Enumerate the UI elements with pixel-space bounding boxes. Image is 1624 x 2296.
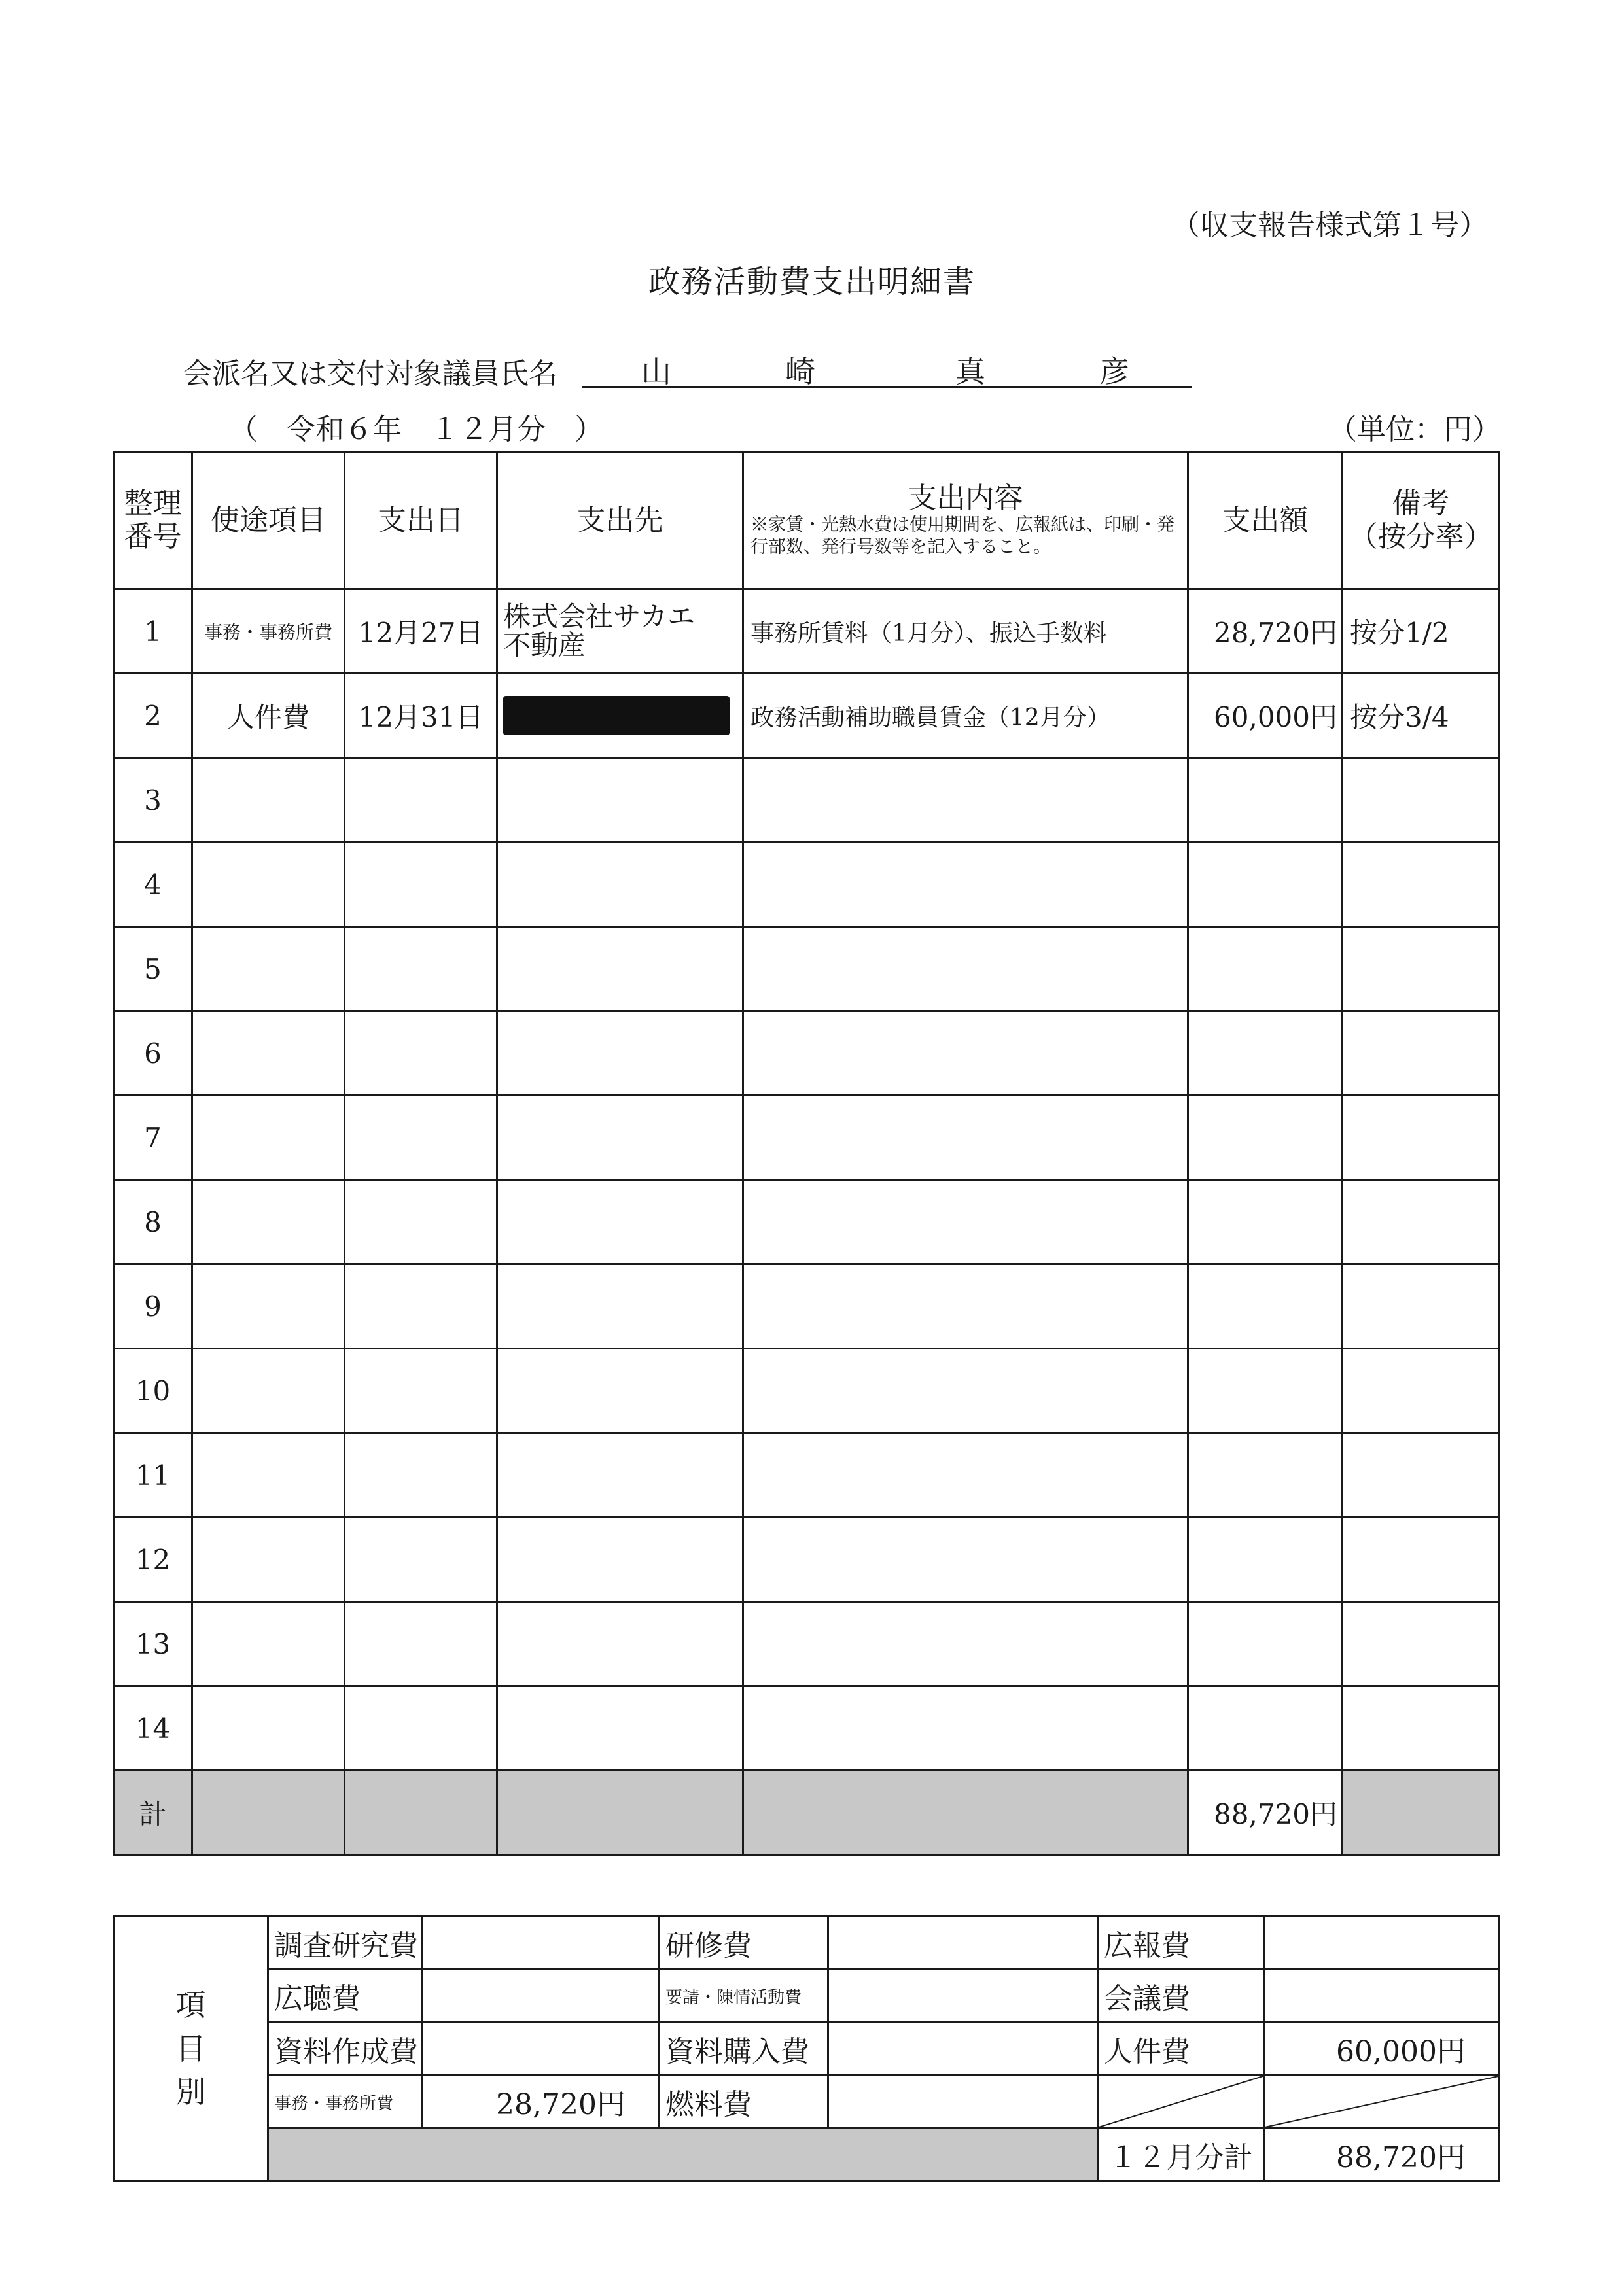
row-number: 10 (114, 1349, 192, 1433)
row-remarks (1343, 1096, 1500, 1180)
summary-hearing-value (423, 1970, 660, 2023)
document-title: 政務活動費支出明細書 (648, 264, 976, 300)
summary-petition-value (828, 1970, 1098, 2023)
row-category (192, 758, 345, 843)
table-row (114, 1180, 1500, 1264)
header-category: 使途項目 (192, 453, 345, 589)
table-row (114, 1096, 1500, 1180)
row-category (192, 843, 345, 927)
table-row (114, 1011, 1500, 1096)
row-content (743, 1433, 1188, 1518)
member-name-char-1: 山 (641, 354, 671, 389)
header-remarks: 備考 （按分率） (1343, 453, 1500, 589)
row-amount: 60,000円 (1188, 674, 1343, 758)
summary-pr-label: 広報費 (1098, 1917, 1264, 1970)
row-date (345, 1011, 497, 1096)
row-date: 12月27日 (345, 589, 497, 674)
row-amount (1188, 927, 1343, 1011)
row-amount (1188, 1264, 1343, 1349)
table-row (114, 1264, 1500, 1349)
header-amount: 支出額 (1188, 453, 1343, 589)
total-filler (1343, 1771, 1500, 1855)
row-category (192, 1686, 345, 1771)
row-payee (497, 1264, 743, 1349)
row-number: 3 (114, 758, 192, 843)
category-summary-table (113, 1915, 1500, 2182)
row-category (192, 1602, 345, 1686)
row-number: 2 (114, 674, 192, 758)
table-row (114, 843, 1500, 927)
row-amount (1188, 1686, 1343, 1771)
summary-research-value (423, 1917, 660, 1970)
row-payee (497, 1433, 743, 1518)
summary-fuel-value (828, 2076, 1098, 2129)
member-name-char-3: 真 (955, 354, 985, 389)
row-category (192, 1011, 345, 1096)
header-content-title: 支出内容 (908, 481, 1023, 515)
row-date (345, 843, 497, 927)
row-category (192, 1096, 345, 1180)
row-amount (1188, 1011, 1343, 1096)
table-row (114, 589, 1500, 674)
row-content (743, 1011, 1188, 1096)
row-category: 事務・事務所費 (192, 589, 345, 674)
expenditure-table (113, 451, 1500, 1856)
row-date (345, 927, 497, 1011)
table-row (114, 1518, 1500, 1602)
row-payee (497, 1349, 743, 1433)
total-filler (345, 1771, 497, 1855)
row-amount (1188, 1180, 1343, 1264)
row-remarks (1343, 1180, 1500, 1264)
row-content (743, 1180, 1188, 1264)
header-payee: 支出先 (497, 453, 743, 589)
row-payee (497, 1180, 743, 1264)
row-remarks (1343, 1602, 1500, 1686)
table-row (114, 1349, 1500, 1433)
row-remarks: 按分1/2 (1343, 589, 1500, 674)
summary-month-total-label: １２月分計 (1098, 2129, 1264, 2182)
row-amount (1188, 758, 1343, 843)
row-content (743, 1602, 1188, 1686)
row-category (192, 1264, 345, 1349)
summary-petition-label: 要請・陳情活動費 (660, 1970, 828, 2023)
row-content (743, 758, 1188, 843)
row-date (345, 1349, 497, 1433)
total-row (114, 1771, 1500, 1855)
row-category (192, 1180, 345, 1264)
row-content (743, 1686, 1188, 1771)
row-amount (1188, 1518, 1343, 1602)
row-amount (1188, 843, 1343, 927)
summary-research-label: 調査研究費 (268, 1917, 423, 1970)
row-payee (497, 758, 743, 843)
row-content (743, 1096, 1188, 1180)
row-date (345, 1180, 497, 1264)
row-remarks (1343, 1349, 1500, 1433)
summary-materials-creation-label: 資料作成費 (268, 2023, 423, 2076)
row-number: 5 (114, 927, 192, 1011)
row-category (192, 1349, 345, 1433)
summary-month-total-value: 88,720円 (1264, 2129, 1500, 2182)
row-amount: 28,720円 (1188, 589, 1343, 674)
row-payee (497, 1096, 743, 1180)
summary-side-label: 項 目 別 (114, 1917, 268, 2182)
row-content (743, 1349, 1188, 1433)
table-row (114, 758, 1500, 843)
row-date (345, 1518, 497, 1602)
header-content (743, 453, 1188, 589)
row-amount (1188, 1349, 1343, 1433)
row-payee (497, 1518, 743, 1602)
row-remarks (1343, 1518, 1500, 1602)
summary-shaded-filler (268, 2129, 1098, 2182)
reporting-period: （ 令和６年 １２月分 ） (229, 413, 603, 446)
member-name-char-2: 崎 (785, 354, 815, 389)
summary-materials-purchase-value (828, 2023, 1098, 2076)
header-no: 整理 番号 (114, 453, 192, 589)
summary-personnel-label: 人件費 (1098, 2023, 1264, 2076)
summary-office-label: 事務・事務所費 (268, 2076, 423, 2129)
form-number: （収支報告様式第１号） (1171, 209, 1488, 242)
row-number: 11 (114, 1433, 192, 1518)
table-row (114, 1433, 1500, 1518)
table-row (114, 674, 1500, 758)
row-number: 4 (114, 843, 192, 927)
table-row (114, 1686, 1500, 1771)
summary-diagonal-cell (1098, 2076, 1264, 2129)
row-category: 人件費 (192, 674, 345, 758)
table-row (114, 1602, 1500, 1686)
row-number: 7 (114, 1096, 192, 1180)
row-content (743, 843, 1188, 927)
diagonal-line (1265, 2076, 1498, 2127)
row-remarks (1343, 1686, 1500, 1771)
row-number: 6 (114, 1011, 192, 1096)
row-amount (1188, 1433, 1343, 1518)
summary-materials-purchase-label: 資料購入費 (660, 2023, 828, 2076)
summary-training-label: 研修費 (660, 1917, 828, 1970)
row-number: 12 (114, 1518, 192, 1602)
summary-personnel-value: 60,000円 (1264, 2023, 1500, 2076)
row-content (743, 1518, 1188, 1602)
total-label: 計 (114, 1771, 192, 1855)
row-content (743, 1264, 1188, 1349)
row-date (345, 1096, 497, 1180)
summary-training-value (828, 1917, 1098, 1970)
row-payee (497, 843, 743, 927)
row-date (345, 758, 497, 843)
row-remarks (1343, 843, 1500, 927)
row-payee (497, 1011, 743, 1096)
row-date (345, 1686, 497, 1771)
diagonal-line (1099, 2076, 1263, 2127)
summary-office-value: 28,720円 (423, 2076, 660, 2129)
row-date: 12月31日 (345, 674, 497, 758)
summary-meeting-value (1264, 1970, 1500, 2023)
row-payee (497, 674, 743, 758)
member-name-underline (582, 386, 1192, 388)
table-row (114, 927, 1500, 1011)
row-date (345, 1602, 497, 1686)
summary-hearing-label: 広聴費 (268, 1970, 423, 2023)
row-payee (497, 1602, 743, 1686)
row-content: 事務所賃料（1月分）、振込手数料 (743, 589, 1188, 674)
row-remarks (1343, 927, 1500, 1011)
row-payee (497, 1686, 743, 1771)
row-number: 14 (114, 1686, 192, 1771)
row-date (345, 1264, 497, 1349)
total-filler (743, 1771, 1188, 1855)
row-remarks: 按分3/4 (1343, 674, 1500, 758)
total-filler (497, 1771, 743, 1855)
member-name-label: 会派名又は交付対象議員氏名 (183, 357, 557, 391)
row-number: 9 (114, 1264, 192, 1349)
unit-label: （単位：円） (1328, 413, 1501, 446)
header-date: 支出日 (345, 453, 497, 589)
redaction-block (503, 696, 730, 735)
row-payee (497, 927, 743, 1011)
row-remarks (1343, 1011, 1500, 1096)
row-remarks (1343, 758, 1500, 843)
header-content-note: ※家賃・光熱水費は使用期間を、広報紙は、印刷・発行部数、発行号数等を記入すること。 (750, 515, 1174, 558)
summary-meeting-label: 会議費 (1098, 1970, 1264, 2023)
row-content (743, 927, 1188, 1011)
row-amount (1188, 1602, 1343, 1686)
summary-materials-creation-value (423, 2023, 660, 2076)
table-header-row (114, 453, 1500, 589)
row-number: 8 (114, 1180, 192, 1264)
row-amount (1188, 1096, 1343, 1180)
total-filler (192, 1771, 345, 1855)
row-content: 政務活動補助職員賃金（12月分） (743, 674, 1188, 758)
row-date (345, 1433, 497, 1518)
total-amount: 88,720円 (1188, 1771, 1343, 1855)
summary-diagonal-cell (1264, 2076, 1500, 2129)
row-remarks (1343, 1433, 1500, 1518)
row-category (192, 1518, 345, 1602)
row-category (192, 927, 345, 1011)
row-payee: 株式会社サカエ 不動産 (497, 589, 743, 674)
row-number: 1 (114, 589, 192, 674)
row-remarks (1343, 1264, 1500, 1349)
summary-pr-value (1264, 1917, 1500, 1970)
summary-fuel-label: 燃料費 (660, 2076, 828, 2129)
row-number: 13 (114, 1602, 192, 1686)
row-category (192, 1433, 345, 1518)
member-name-char-4: 彦 (1099, 354, 1129, 389)
